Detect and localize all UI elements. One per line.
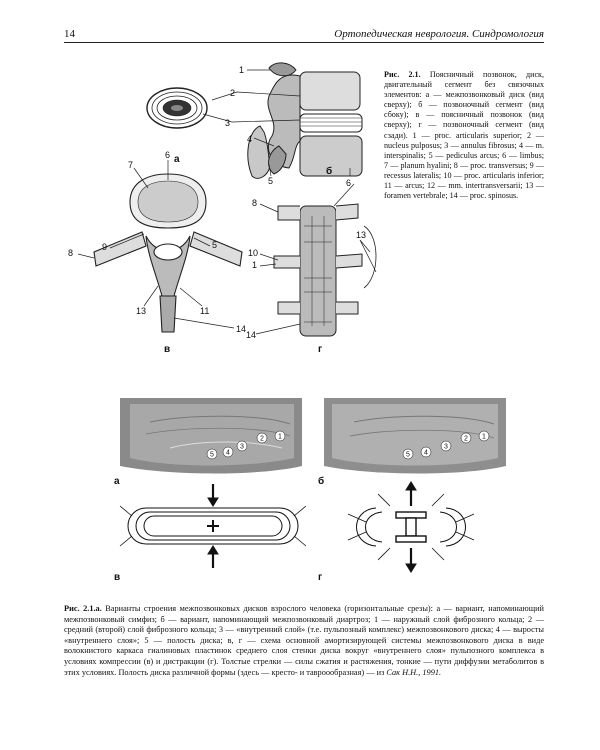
label-13-v: 13 xyxy=(136,306,147,316)
disc-b-label-2: 2 xyxy=(464,435,468,443)
label-2: 2 xyxy=(230,88,236,98)
caption-fig-2-1a-text: Варианты строения межпозвонковых дисков взрослого человека (горизонтальные срезы): а — вариант, напоминающий межпозвонковый симфиз; б — вариант, напоминающий межпозвонковый диартроз; 1 — наружный слой фиброзного кольца; 2 — средний (второй) слой фиброзного кольца; 3 — «внутренний слой» (т.е. пульпозный комплекс) межпозвонкового диска; 4 — выросты «внутреннего слоя»; 5 — полость диска; в, г — схема основной амортизирующей системы межпозвонкового диска в виде волокнистого каркаса гиалиновых пластинок среднего слоя стенки диска вокруг «внутреннего слоя» пульпозного комплекса в условиях компрессии (в) и дистракции (г). Толстые стрелки — силы сжатия и растяжения, тонкие — пути диффузии метаболитов в этих условиях. Полость диска различной формы (здесь — кресто- и тавроообразная) — из xyxy=(64,604,544,677)
caption-fig-2-1a-reference: Сак Н.Н., 1991. xyxy=(386,667,442,677)
disc-section-photo-b xyxy=(324,398,506,474)
panel-label-b-2: б xyxy=(318,476,325,487)
figure-2-1a-drawing xyxy=(110,394,530,590)
label-5: 5 xyxy=(268,176,274,186)
label-11: 11 xyxy=(200,306,210,316)
segment-side-view xyxy=(248,63,362,178)
label-7: 7 xyxy=(128,160,134,170)
label-1: 1 xyxy=(239,65,245,75)
disc-b-label-5: 5 xyxy=(406,451,410,459)
disc-b-label-3: 3 xyxy=(444,443,448,451)
caption-fig-2-1a xyxy=(64,604,544,678)
label-8-g: 8 xyxy=(252,198,258,208)
compression-scheme xyxy=(120,484,306,568)
panel-label-b: б xyxy=(326,166,333,177)
figure-2-1 xyxy=(64,56,384,356)
page-number: 14 xyxy=(64,28,75,40)
caption-fig-2-1 xyxy=(384,70,544,201)
label-14-g: 14 xyxy=(246,330,257,340)
label-8-v: 8 xyxy=(68,248,74,258)
segment-back-view xyxy=(274,204,376,336)
disc-top-view xyxy=(147,88,207,128)
caption-fig-2-1a-label: Рис. 2.1.а. xyxy=(64,604,102,613)
disc-section-photo-a xyxy=(120,398,302,474)
label-4: 4 xyxy=(247,134,253,144)
label-13-g: 13 xyxy=(356,230,367,240)
figure-2-1a xyxy=(110,394,530,590)
panel-label-g-2: г xyxy=(318,572,323,583)
header-rule xyxy=(64,42,544,43)
panel-label-a: а xyxy=(174,154,180,165)
label-6-top: 6 xyxy=(346,178,352,188)
disc-a-label-3: 3 xyxy=(240,443,244,451)
label-9: 9 xyxy=(102,242,108,252)
label-5-v: 5 xyxy=(212,240,218,250)
running-title: Ортопедическая неврология. Синдромология xyxy=(334,28,544,40)
label-6-v: 6 xyxy=(165,150,171,160)
running-header xyxy=(64,26,544,44)
panel-label-v-2: в xyxy=(114,572,121,583)
panel-label-v: в xyxy=(164,344,171,355)
disc-a-label-1: 1 xyxy=(278,433,282,441)
figure-2-1-drawing xyxy=(64,56,384,356)
vertebra-top-view xyxy=(94,174,242,332)
label-14-v: 14 xyxy=(236,324,247,334)
label-1-g: 1 xyxy=(252,260,258,270)
disc-a-label-2: 2 xyxy=(260,435,264,443)
distraction-scheme xyxy=(348,482,474,572)
label-3: 3 xyxy=(225,118,231,128)
panel-label-a-2: а xyxy=(114,476,120,487)
disc-a-label-5: 5 xyxy=(210,451,214,459)
caption-fig-2-1-label: Рис. 2.1. xyxy=(384,70,421,79)
caption-fig-2-1-text: Поясничный позвонок, диск, двигательный сегмент без связочных элементов: а — межпозвонковый диск (вид сверху); б — позвоночный сегмент (вид сбоку); в — поясничный позвонок (вид сверху); г — позвоночный сегмент (вид сзади). 1 — proc. articularis superior; 2 — nucleus pulposus; 3 — annulus fibrosus; 4 — m. interspinalis; 5 — pediculus arcus; 6 — limbus; 7 — planum hyalini; 8 — proc. transversus; 9 — recessus lateralis; 10 — proc. articularis inferior; 11 — arcus; 12 — mm. intertransversarii; 13 — foramen vertebrale; 14 — proc. spinosus. xyxy=(384,70,544,201)
disc-b-label-4: 4 xyxy=(424,449,428,457)
disc-a-label-4: 4 xyxy=(226,449,230,457)
panel-label-g: г xyxy=(318,344,323,355)
label-10: 10 xyxy=(248,248,259,258)
disc-b-label-1: 1 xyxy=(482,433,486,441)
